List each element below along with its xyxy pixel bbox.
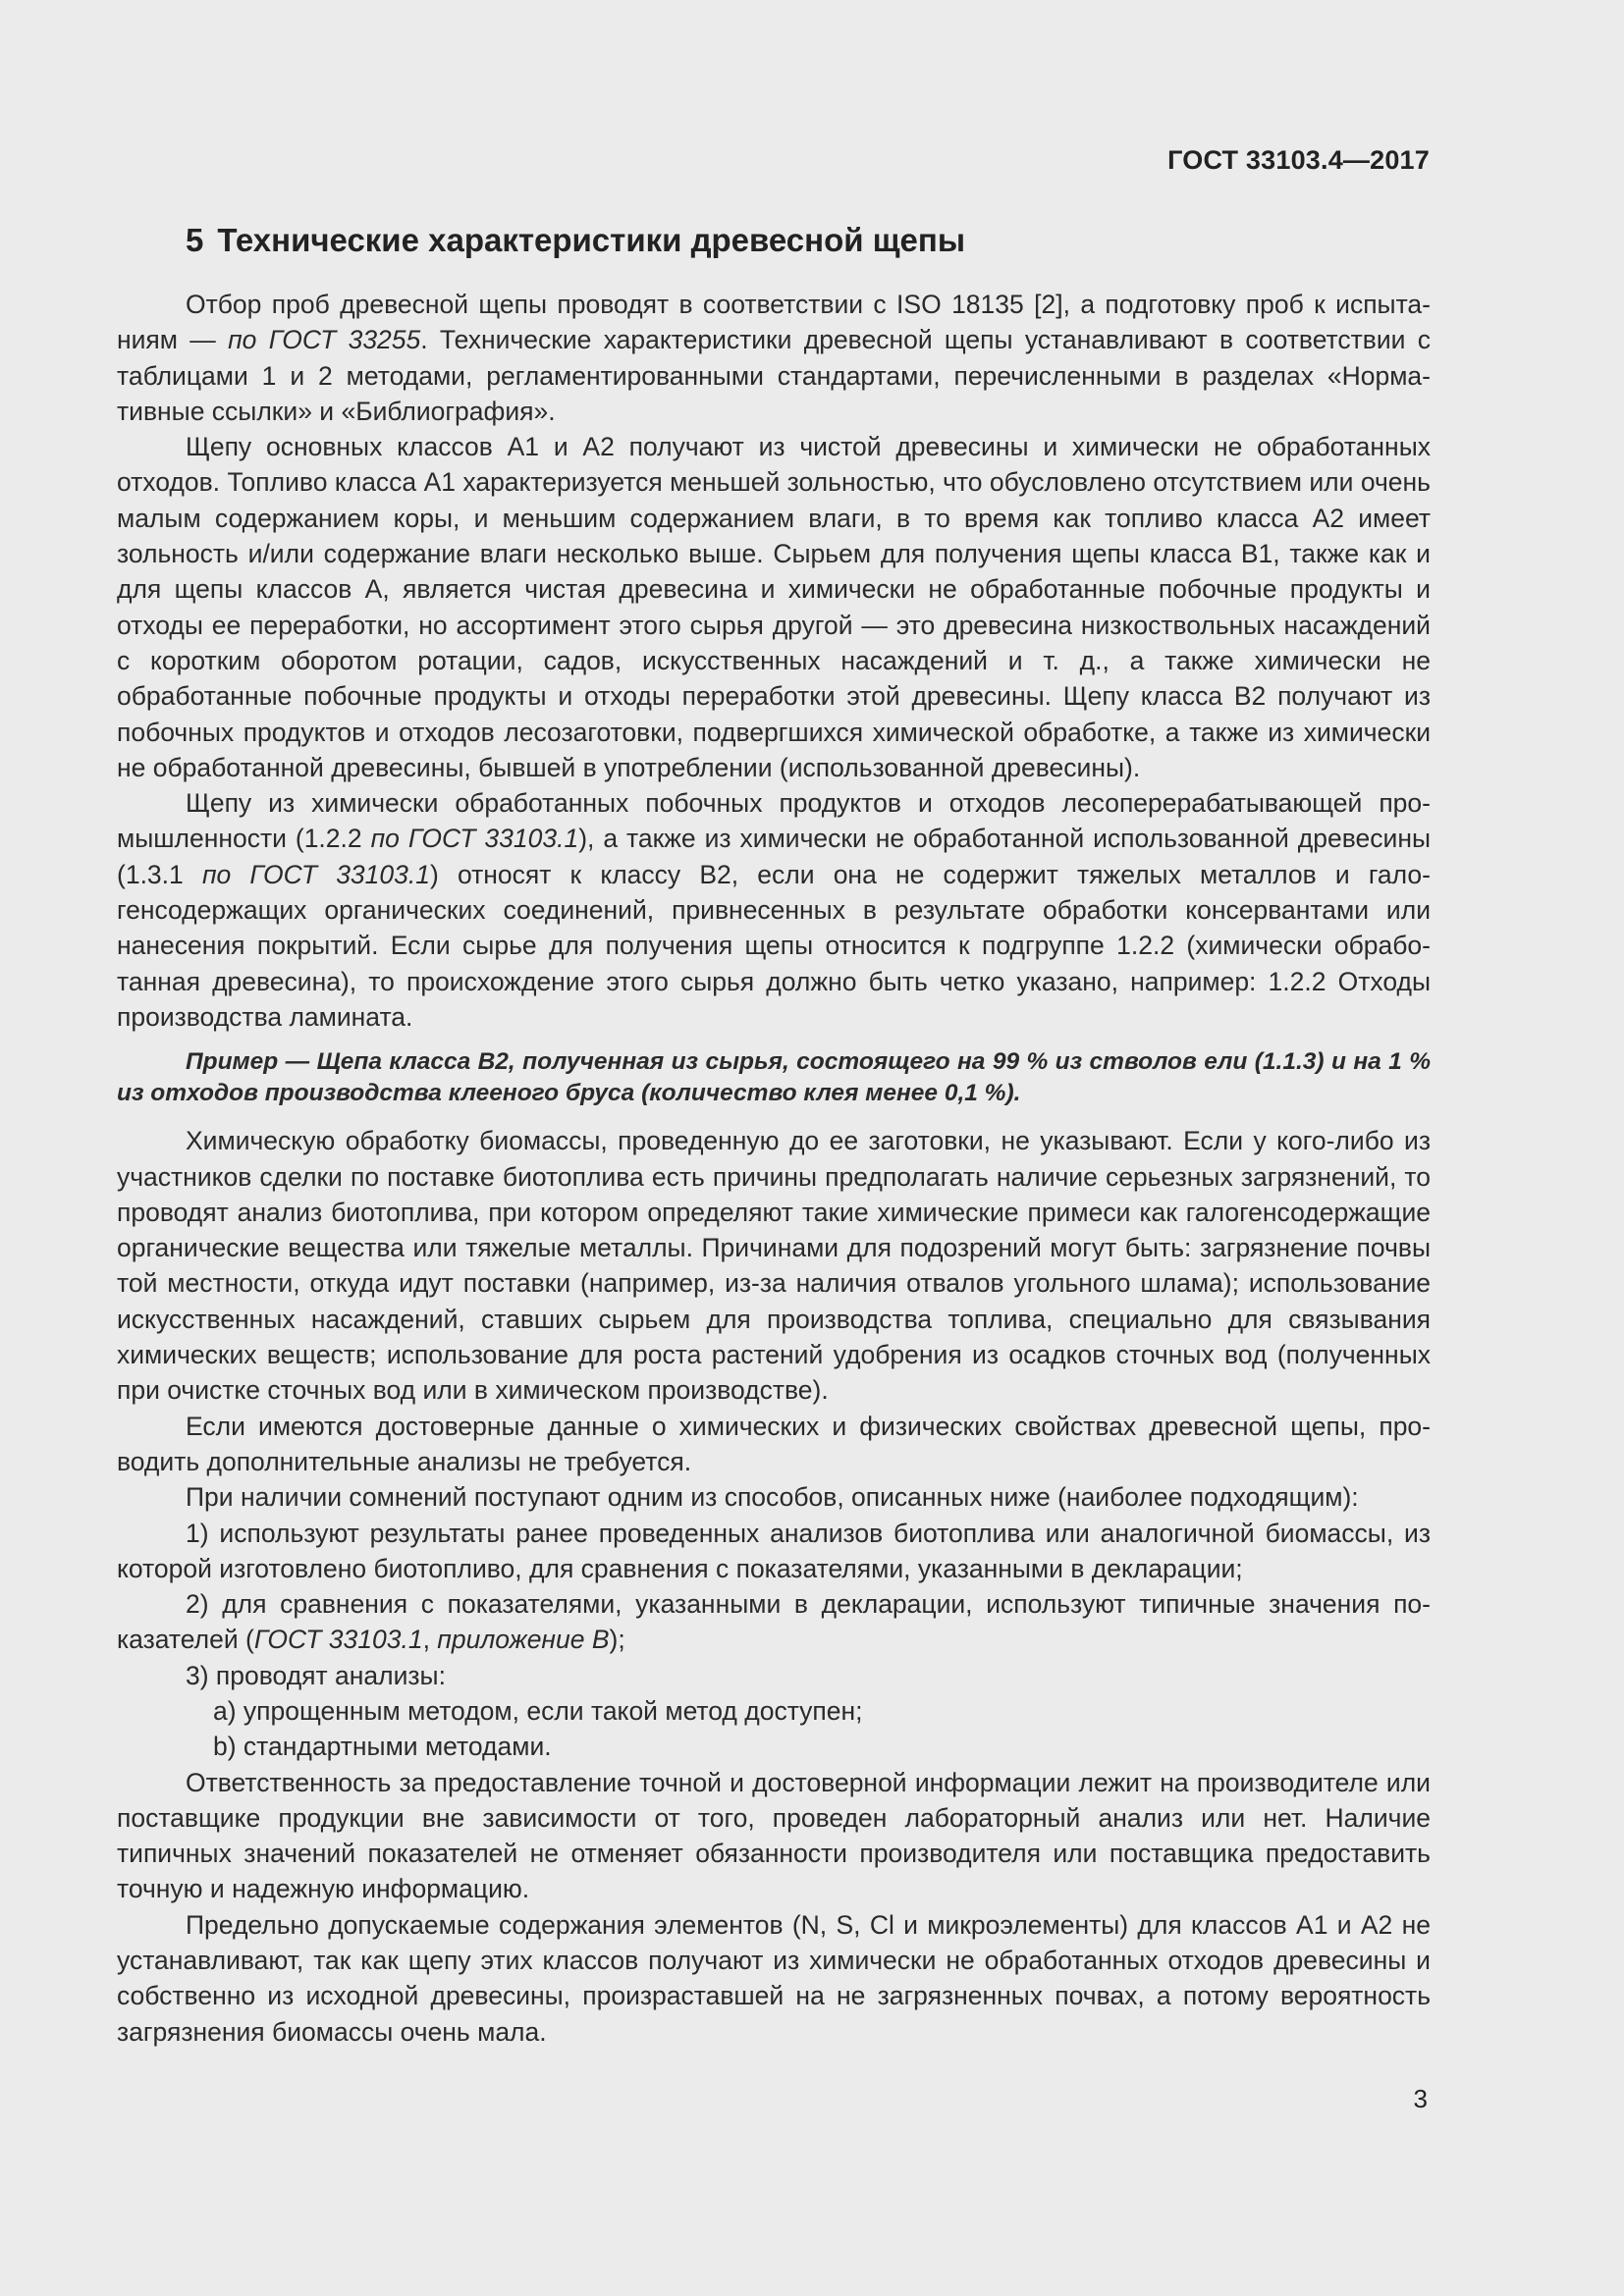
list-item-3: 3) проводят анализы:: [186, 1660, 446, 1690]
text-run: 2) для сравнения с показателями, указанными в декларации, используют типичные значения показателей (: [117, 1589, 1431, 1655]
paragraph-doubts: При наличии сомнений поступают одним из способов, описанных ниже (наиболее подходящим):: [186, 1482, 1359, 1513]
paragraph-limits: Предельно допускаемые содержания элементов (N, S, Cl и микроэлементы) для классов А1 и А2 не устанавливают, так как щепу этих классов получают из химически не обработанных отходов древесины и собственно из исходной древесины, произраставшей на не загрязненных почвах, а потому вероятность загрязнения биомассы очень мала.: [117, 1909, 1431, 2047]
reference-gost-33103-1: по ГОСТ 33103.1: [370, 824, 579, 854]
page-number: 3: [1413, 2084, 1428, 2113]
text-run: ,: [422, 1625, 438, 1655]
text-run: ) относят к классу В2, если она не содержит тяжелых металлов и галогенсодержащих органических соединений, привнесенных в результате обработки консервантами или нанесения покрытий. Если сырье для получения щепы относится к подгруппе 1.2.2 (химически обработанная древесина), то происхождение этого сырья должно быть четко указано, например: 1.2.2 Отходы производства ламината.: [117, 859, 1431, 1032]
list-item-3a: a) упрощенным методом, если такой метод доступен;: [213, 1695, 863, 1726]
list-item-2: [117, 1586, 1431, 1658]
paragraph-classes: Щепу основных классов А1 и А2 получают из чистой древесины и химически не обработанных отходов. Топливо класса А1 характеризуется меньшей зольностью, что обусловлено отсутствием или очень малым содержанием коры, и меньшим содержанием влаги, в то время как топливо класса А2 имеет зольность и/или содержание влаги несколько выше. Сырьем для получения щепы класса В1, также как и для щепы классов А, является чистая древесина и химически не обработанные побочные продукты и отходы ее переработки, но ассортимент этого сырья другой — это древесина низкоствольных насаждений с коротким оборотом ротации, садов, искусственных насаждений и т. д., а также химически не обработанные побочные продукты и отходы переработки этой древесины. Щепу класса В2 получают из побочных продуктов и отходов лесозаготовки, подвергшихся химической обработке, а также из химически не обработанной древесины, бывшей в употреблении (использованной древесины).: [117, 432, 1431, 782]
section-title-text: Технические характеристики древесной щепы: [217, 222, 966, 258]
text-run: );: [609, 1625, 625, 1655]
section-title: [186, 222, 965, 259]
paragraph-sampling: [117, 287, 1431, 429]
reference-gost-33103-1: по ГОСТ 33103.1: [201, 859, 430, 889]
document-body: [117, 287, 1431, 2050]
example-note: Пример — Щепа класса В2, полученная из сырья, состоящего на 99 % из стволов ели (1.1.3) и на 1 % из отходов производства клееного бруса (количество клея менее 0,1 %).: [117, 1048, 1431, 1107]
section-number: 5: [186, 222, 204, 258]
reference-appendix-b: приложение В: [437, 1625, 610, 1655]
reference-gost-33103-1: ГОСТ 33103.1: [253, 1625, 423, 1655]
text-run: . Технические характеристики древесной щепы устанавливают в соответствии с таблицами 1 и 2 методами, регламентированными стандартами, перечисленными в разделах «Нормативные ссылки» и «Библиография».: [117, 325, 1432, 426]
list-item-1: 1) используют результаты ранее проведенных анализов биотоплива или аналогичной биомассы, из которой изготовлено биотопливо, для сравнения с показателями, указанными в декларации;: [117, 1518, 1431, 1583]
paragraph-responsibility: Ответственность за предоставление точной и достоверной информации лежит на производителе или поставщике продукции вне зависимости от того, проведен лабораторный анализ или нет. Наличие типичных значений показателей не отменяет обязанности производителя или поставщика предоставить точную и надежную информацию.: [117, 1767, 1431, 1904]
reference-gost-33255: по ГОСТ 33255: [228, 325, 421, 355]
document-code: ГОСТ 33103.4—2017: [1167, 145, 1430, 175]
list-item-3b: b) стандартными методами.: [213, 1732, 552, 1762]
text-run: Отбор проб древесной щепы проводят в соответствии с ISO 18135 [2], а подготовку проб к испытаниям —: [117, 290, 1431, 355]
paragraph-chemical-treatment: Химическую обработку биомассы, проведенную до ее заготовки, не указывают. Если у кого-либо из участников сделки по поставке биотоплива есть причины предполагать наличие серьезных загрязнений, то проводят анализ биотоплива, при котором определяют такие химические примеси как галогенсодержащие органические вещества или тяжелые металлы. Причинами для подозрений могут быть: загрязнение почвы той местности, откуда идут поставки (например, из-за наличия отвалов угольного шлама); использование искусственных насаждений, ставших сырьем для производства топлива, специально для связывания химических веществ; использование для роста растений удобрения из осадков сточных вод (полученных при очистке сточных вод или в химическом производстве).: [117, 1126, 1431, 1406]
text-run: ), а также из химически не обработанной использованной древесины (1.3.1: [117, 824, 1431, 889]
paragraph-reliable-data: Если имеются достоверные данные о химических и физических свойствах древесной щепы, проводить дополнительные анализы не требуется.: [117, 1411, 1431, 1476]
paragraph-treated-wood: [117, 785, 1431, 1035]
text-run: Щепу из химически обработанных побочных продуктов и отходов лесоперерабатывающей промышленности (1.2.2: [117, 788, 1431, 854]
